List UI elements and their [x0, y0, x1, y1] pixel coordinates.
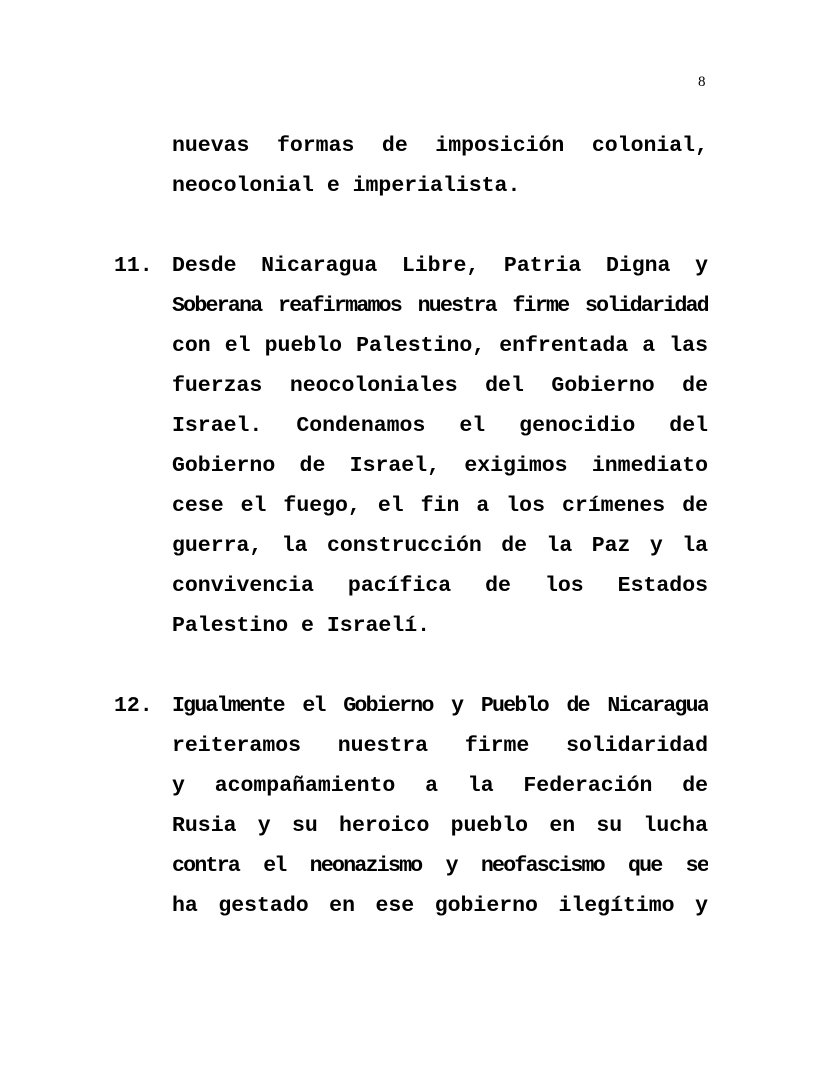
text-line: convivencia pacífica de los Estados — [172, 574, 708, 598]
text-line: neocolonial e imperialista. — [172, 174, 521, 198]
text-line: cese el fuego, el fin a los crímenes de — [172, 494, 708, 518]
text-line: Igualmente el Gobierno y Pueblo de Nicaragua — [172, 694, 708, 718]
text-line: fuerzas neocoloniales del Gobierno de — [172, 374, 708, 398]
text-line: Soberana reafirmamos nuestra firme solidaridad — [172, 294, 708, 318]
text-line: y acompañamiento a la Federación de — [172, 774, 708, 798]
item-number: 11. — [114, 254, 153, 278]
text-line: Palestino e Israelí. — [172, 614, 431, 638]
text-line: Israel. Condenamos el genocidio del — [172, 414, 708, 438]
text-line: nuevas formas de imposición colonial, — [172, 134, 708, 158]
text-line: ha gestado en ese gobierno ilegítimo y — [172, 894, 708, 918]
text-line: guerra, la construcción de la Paz y la — [172, 534, 708, 558]
text-line: reiteramos nuestra firme solidaridad — [172, 734, 708, 758]
item-number: 12. — [114, 694, 153, 718]
text-line: con el pueblo Palestino, enfrentada a las — [172, 334, 708, 358]
page-number: 8 — [698, 74, 706, 90]
text-line: Rusia y su heroico pueblo en su lucha — [172, 814, 708, 838]
text-line: Gobierno de Israel, exigimos inmediato — [172, 454, 708, 478]
text-line: Desde Nicaragua Libre, Patria Digna y — [172, 254, 708, 278]
text-line: contra el neonazismo y neofascismo que se — [172, 854, 708, 878]
